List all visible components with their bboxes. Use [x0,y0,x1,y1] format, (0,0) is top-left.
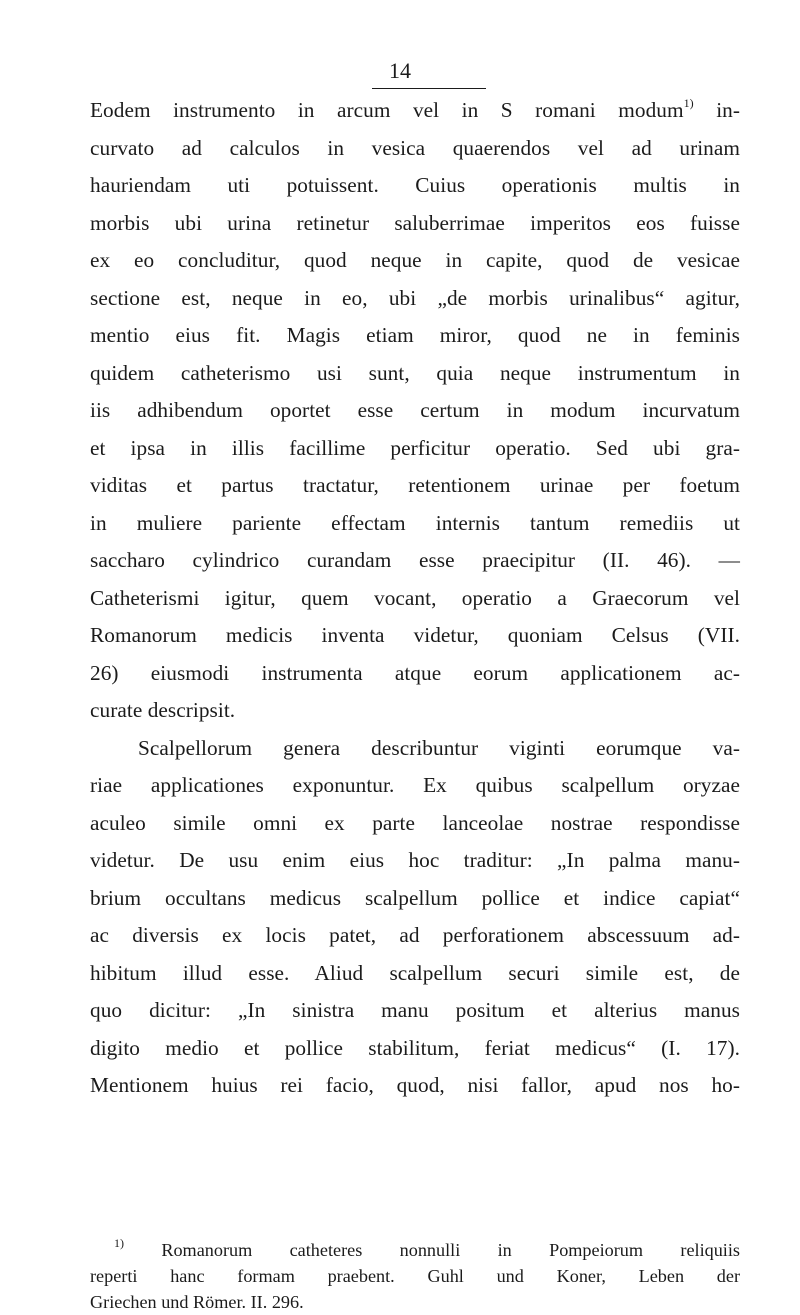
paragraph-1 [90,92,740,730]
text-line: aculeo simile omni ex parte lanceolae nostrae respondisse [90,810,740,835]
page-number-rule [372,88,486,89]
text-line: quidem catheterismo usi sunt, quia neque instrumentum in [90,360,740,385]
text-line: ac diversis ex locis patet, ad perforationem abscessuum ad- [90,923,740,947]
main-text [90,92,740,1105]
text-line: riae applicationes exponuntur. Ex quibus scalpellum oryzae [90,773,740,797]
text-line: Scalpellorum genera describuntur viginti eorumque va- [138,735,740,760]
text-line: quo dicitur: „In sinistra manu positum et alterius manus [90,998,740,1022]
text-line: brium occultans medicus scalpellum pollice et indice capiat“ [90,885,740,910]
footnote-line: reperti hanc formam praebent. Guhl und Koner, Leben der [90,1266,740,1286]
text-line: morbis ubi urina retinetur saluberrimae imperitos eos fuisse [90,210,740,235]
footnote [90,1237,740,1315]
text-line: Mentionem huius rei facio, quod, nisi fallor, apud nos ho- [90,1073,740,1097]
text-line: iis adhibendum oportet esse certum in modum incurvatum [90,398,740,422]
text-line: saccharo cylindrico curandam esse praecipitur (II. 46). — [90,548,740,572]
text-line: in muliere pariente effectam internis tantum remediis ut [90,510,740,535]
text-line: ex eo concluditur, quod neque in capite, quod de vesicae [90,248,740,272]
text-line: hibitum illud esse. Aliud scalpellum securi simile est, de [90,960,740,985]
paragraph-2 [90,730,740,1105]
page-number: 14 [0,58,800,84]
text-line: curvato ad calculos in vesica quaerendos vel ad urinam [90,135,740,160]
footnote-marker: 1) [114,1235,124,1250]
text-line: mentio eius fit. Magis etiam miror, quod ne in feminis [90,323,740,347]
text-line: Catheterismi igitur, quem vocant, operatio a Graecorum vel [90,585,740,610]
footnote-ref: 1) [683,95,694,110]
text-line: hauriendam uti potuissent. Cuius operationis multis in [90,173,740,197]
text-line: 26) eiusmodi instrumenta atque eorum applicationem ac- [90,660,740,685]
text-line: videtur. De usu enim eius hoc traditur: „In palma manu- [90,848,740,872]
text-line: et ipsa in illis facillime perficitur operatio. Sed ubi gra- [90,435,740,460]
text-line: Eodem instrumento in arcum vel in S romani modum$^{1)}$ in- [90,95,740,122]
footnote-line: Griechen und Römer. II. 296. [90,1292,304,1312]
text-line: Romanorum medicis inventa videtur, quoniam Celsus (VII. [90,623,740,647]
text-line: curate descripsit. [90,698,236,722]
text-line: sectione est, neque in eo, ubi „de morbis urinalibus“ agitur, [90,285,740,310]
text-line: viditas et partus tractatur, retentionem urinae per foetum [90,473,740,497]
text-line: digito medio et pollice stabilitum, feriat medicus“ (I. 17). [90,1035,740,1060]
footnote-line: $^{1)}$ Romanorum catheteres nonnulli in Pompeiorum reliquiis [114,1235,740,1260]
